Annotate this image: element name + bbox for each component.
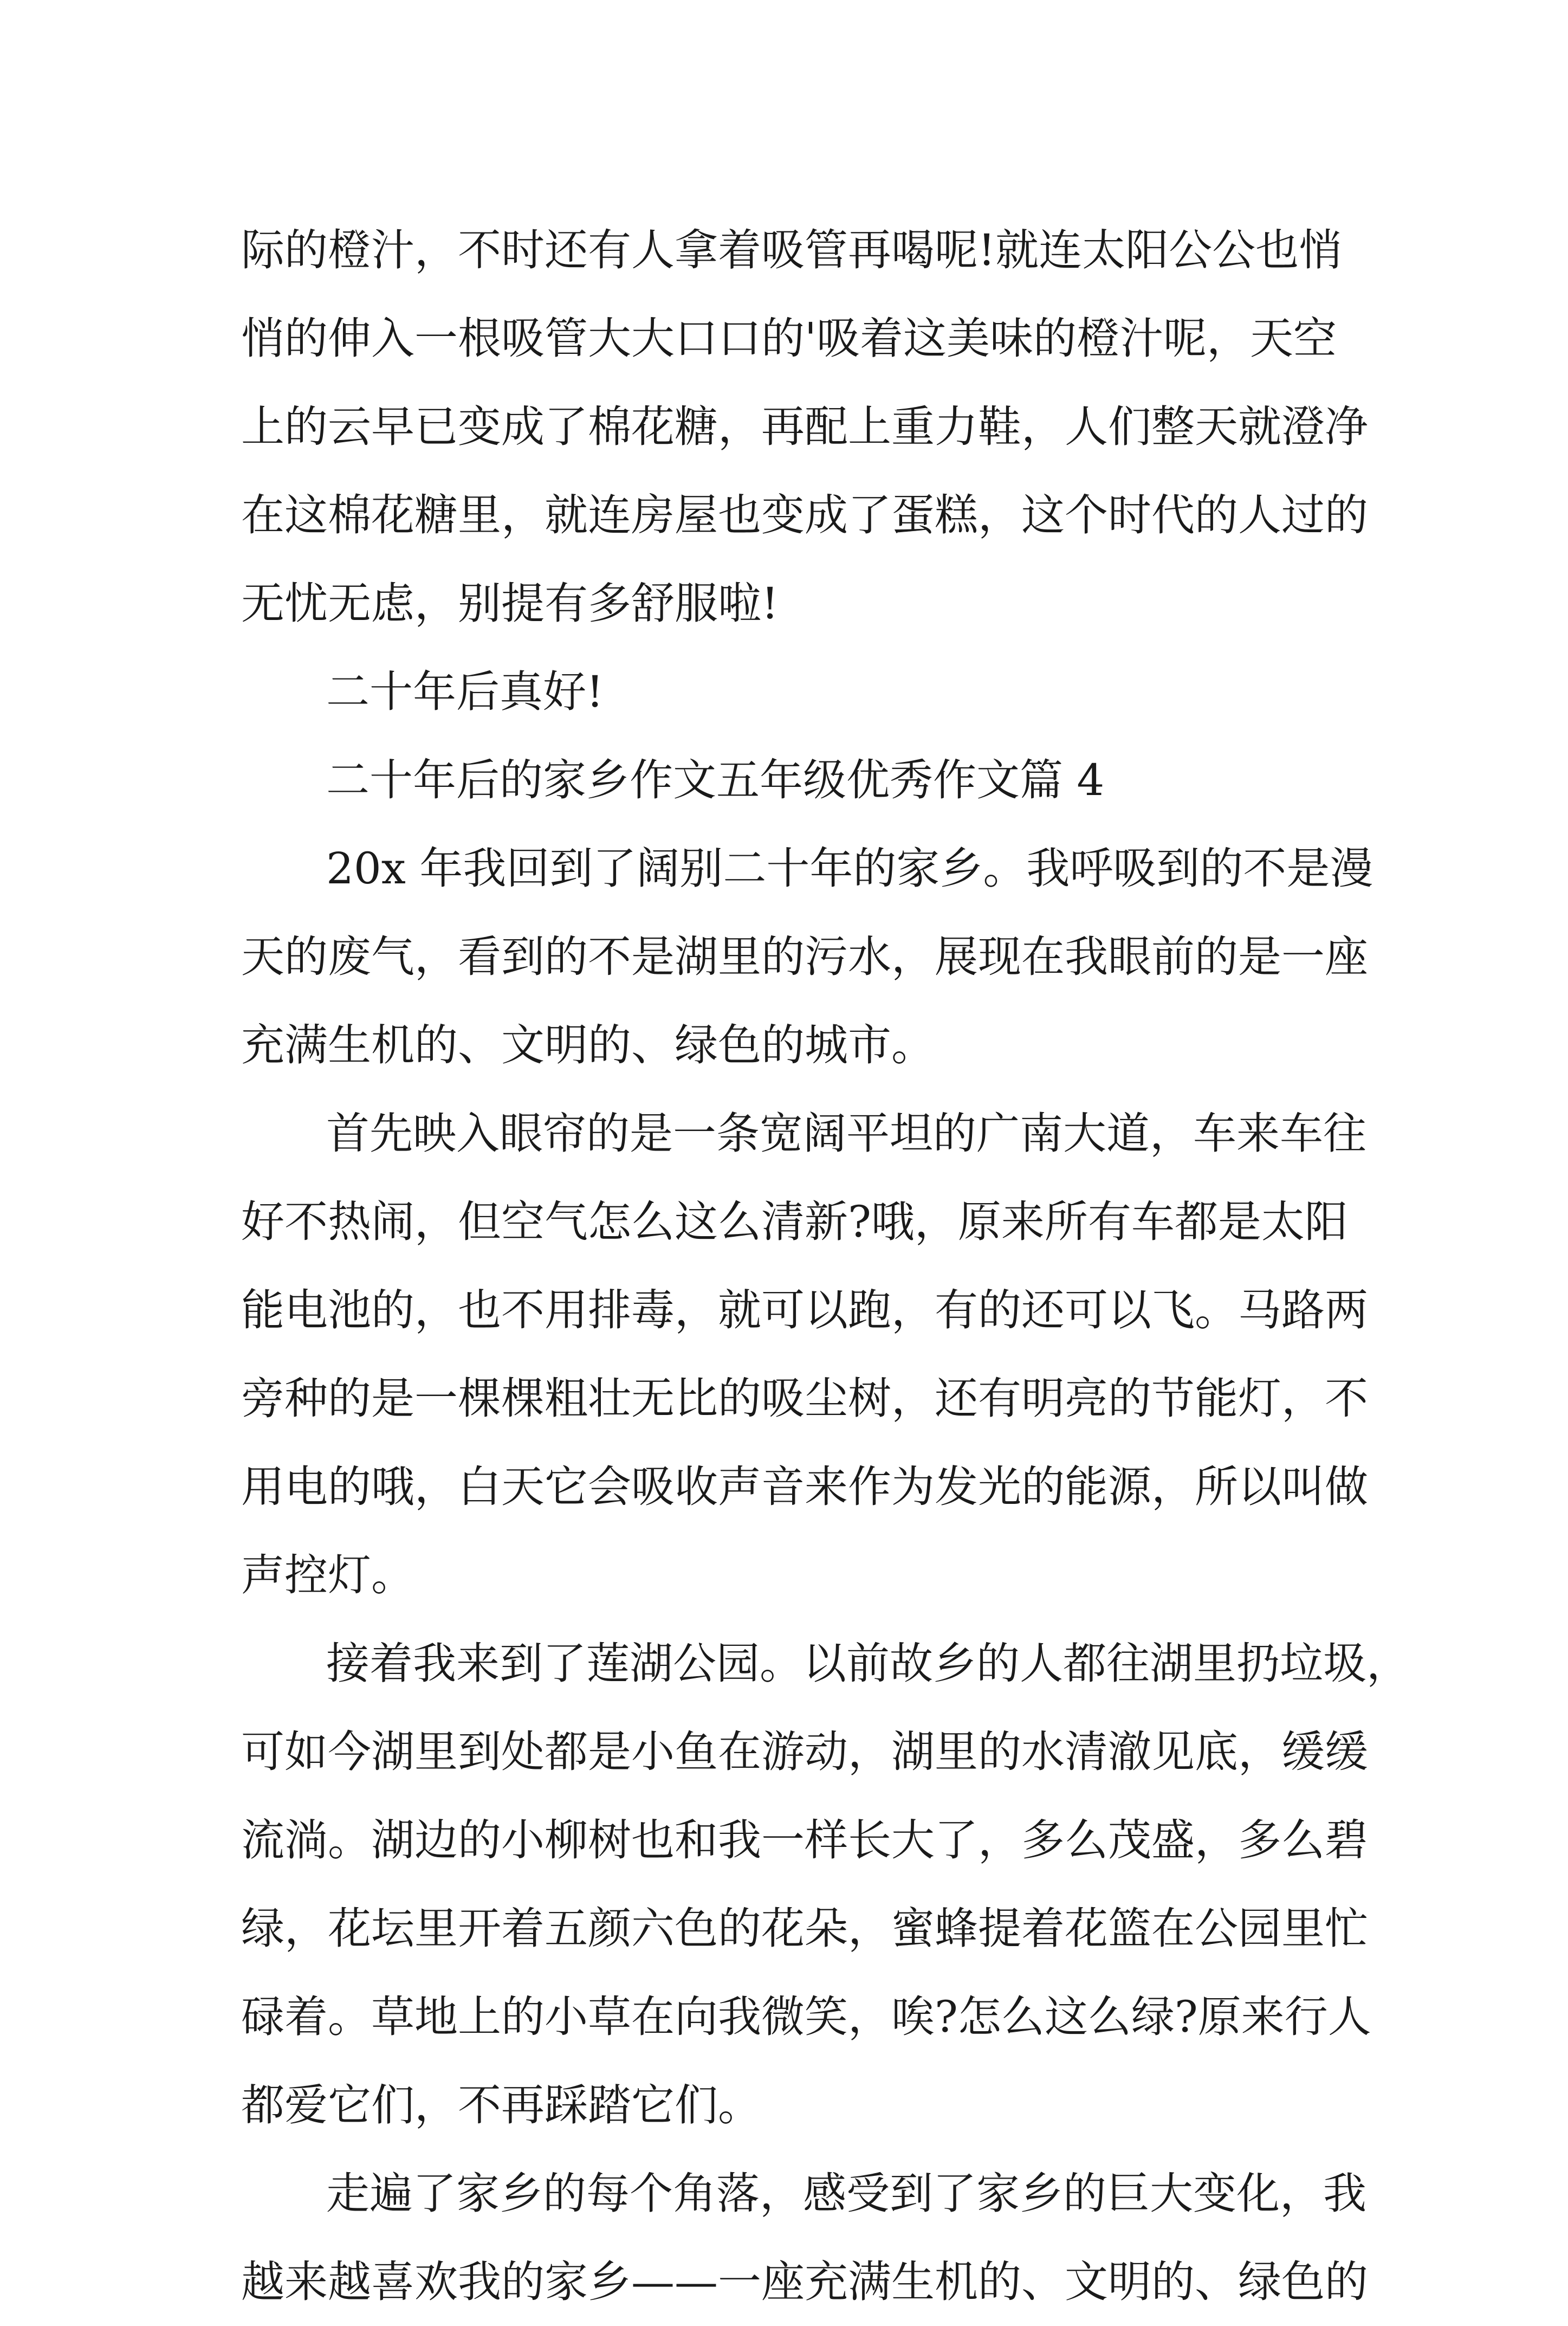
text-line: 充满生机的、文明的、绿色的城市。 bbox=[241, 1020, 935, 1070]
text-line: 都爱它们，不再踩踏它们。 bbox=[241, 2080, 761, 2130]
text-line: 接着我来到了莲湖公园。以前故乡的人都往湖里扔垃圾， bbox=[326, 1638, 1410, 1689]
text-line: 上的云早已变成了棉花糖，再配上重力鞋，人们整天就澄净 bbox=[241, 402, 1368, 452]
text-line: 首先映入眼帘的是一条宽阔平坦的广南大道，车来车往 bbox=[326, 1108, 1366, 1159]
text-line: 可如今湖里到处都是小鱼在游动，湖里的水清澈见底，缓缓 bbox=[241, 1727, 1368, 1777]
text-line: 际的橙汁，不时还有人拿着吸管再喝呢!就连太阳公公也悄 bbox=[241, 225, 1343, 275]
text-line: 20x 年我回到了阔别二十年的家乡。我呼吸到的不是漫 bbox=[326, 843, 1373, 894]
text-line: 走遍了家乡的每个角落，感受到了家乡的巨大变化，我 bbox=[326, 2168, 1366, 2219]
text-line: 悄的伸入一根吸管大大口口的'吸着这美味的橙汁呢，天空 bbox=[241, 313, 1337, 364]
text-line: 声控灯。 bbox=[241, 1550, 414, 1600]
section-heading: 二十年后的家乡作文五年级优秀作文篇 4 bbox=[326, 755, 1105, 805]
text-line: 无忧无虑，别提有多舒服啦! bbox=[241, 578, 779, 629]
text-line: 旁种的是一棵棵粗壮无比的吸尘树，还有明亮的节能灯，不 bbox=[241, 1373, 1368, 1424]
text-line: 越来越喜欢我的家乡——一座充满生机的、文明的、绿色的 bbox=[241, 2257, 1368, 2307]
text-line: 绿，花坛里开着五颜六色的花朵，蜜蜂提着花篮在公园里忙 bbox=[241, 1903, 1368, 1954]
text-line: 能电池的，也不用排毒，就可以跑，有的还可以飞。马路两 bbox=[241, 1285, 1368, 1335]
text-line: 天的废气，看到的不是湖里的污水，展现在我眼前的是一座 bbox=[241, 932, 1368, 982]
text-line: 用电的哦，白天它会吸收声音来作为发光的能源，所以叫做 bbox=[241, 1462, 1368, 1512]
text-line: 在这棉花糖里，就连房屋也变成了蛋糕，这个时代的人过的 bbox=[241, 490, 1368, 540]
text-line: 流淌。湖边的小柳树也和我一样长大了，多么茂盛，多么碧 bbox=[241, 1815, 1368, 1865]
text-line: 碌着。草地上的小草在向我微笑，唉?怎么这么绿?原来行人 bbox=[241, 1992, 1371, 2042]
text-line: 二十年后真好! bbox=[326, 667, 604, 717]
text-line: 好不热闹，但空气怎么这么清新?哦，原来所有车都是太阳 bbox=[241, 1197, 1348, 1247]
